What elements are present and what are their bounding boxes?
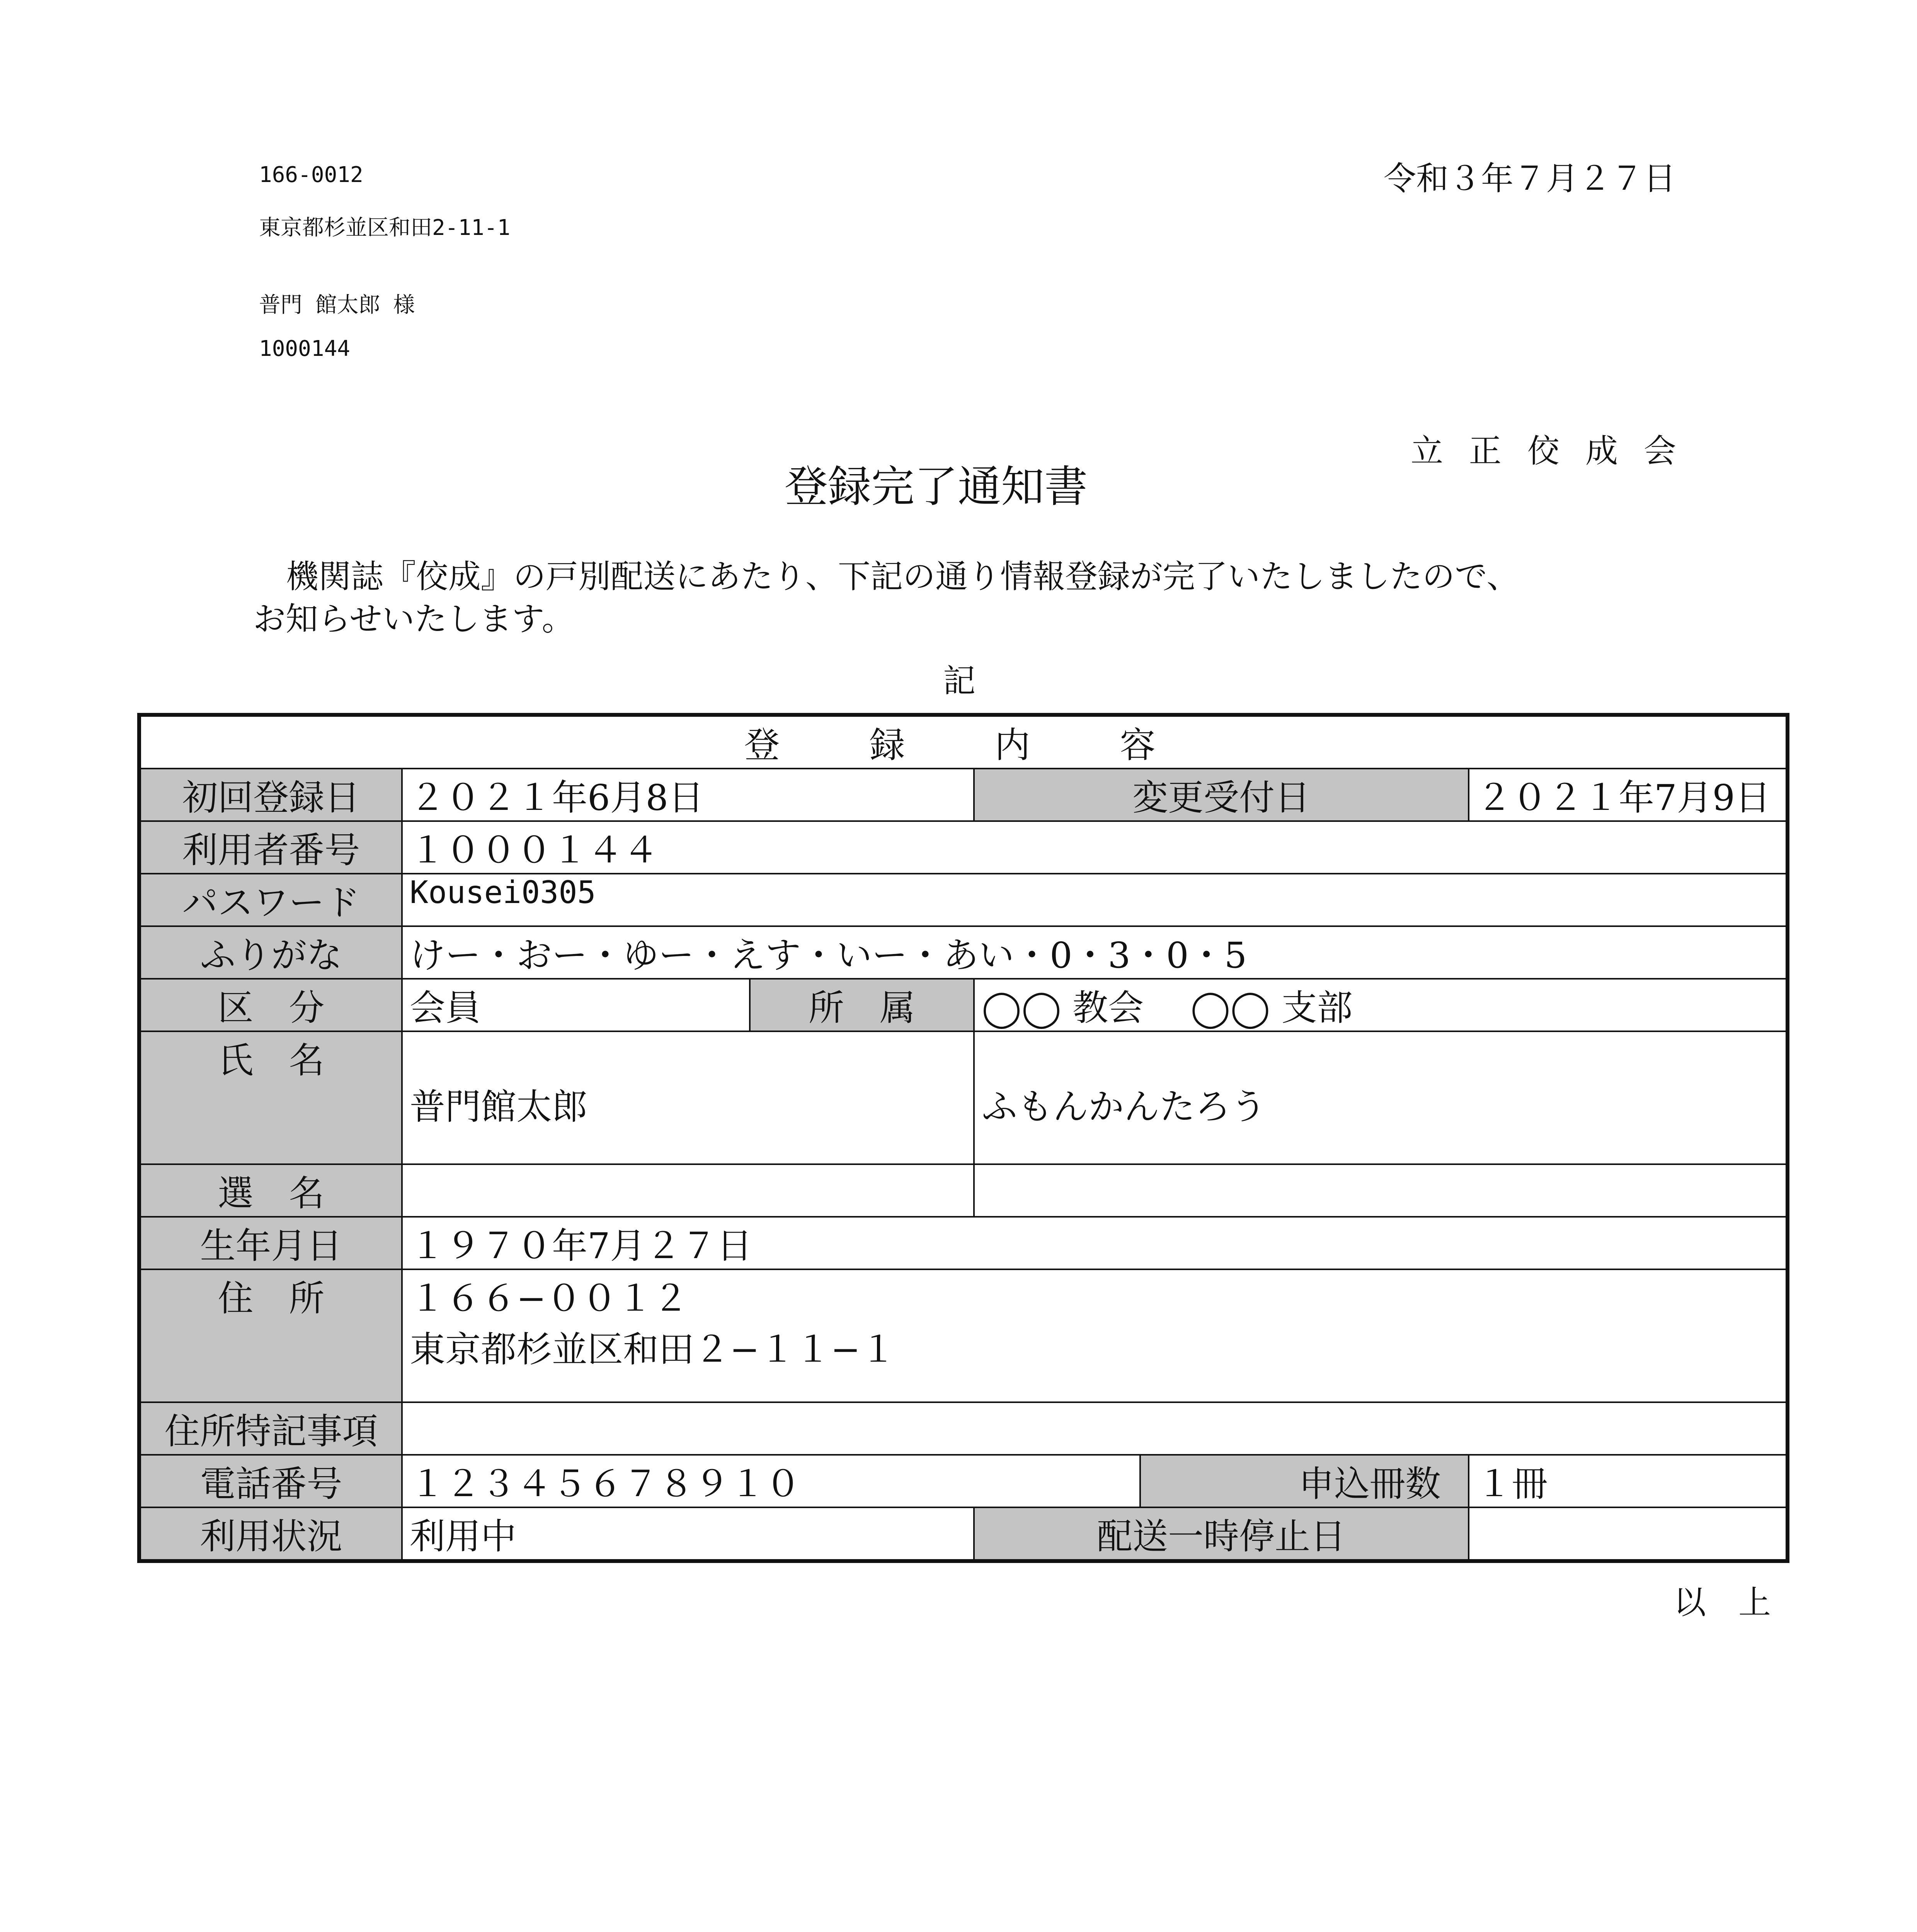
first-reg-value: ２０２１年6月8日	[402, 769, 974, 821]
category-label: 区 分	[139, 979, 402, 1031]
phone-label: 電話番号	[139, 1455, 402, 1507]
recipient-name: 普門 館太郎 様	[259, 293, 415, 318]
intro-line-2: お知らせいたします。	[253, 600, 574, 638]
category-value: 会員	[402, 979, 750, 1031]
address-value	[402, 1269, 1788, 1402]
furigana-label: ふりがな	[139, 926, 402, 979]
address-street: 東京都杉並区和田２−１１−１	[410, 1329, 896, 1370]
birth-value: １９７０年7月２７日	[402, 1217, 1788, 1269]
user-no-label: 利用者番号	[139, 821, 402, 874]
password-label: パスワード	[139, 874, 402, 926]
registration-table	[137, 713, 1789, 1563]
change-value: ２０２１年7月9日	[1469, 769, 1788, 821]
affiliation-label: 所 属	[750, 979, 974, 1031]
user-no-value: １０００１４４	[402, 821, 1788, 874]
copies-value: １冊	[1469, 1455, 1788, 1507]
phone-value: １２３４５６７８９１０	[402, 1455, 1140, 1507]
status-value: 利用中	[402, 1507, 974, 1561]
postal-code: 166-0012	[259, 162, 363, 187]
address-label: 住 所	[139, 1269, 402, 1402]
senmei-label: 選 名	[139, 1164, 402, 1217]
recipient-address: 東京都杉並区和田2-11-1	[259, 215, 511, 240]
issue-date: 令和３年７月２７日	[1384, 160, 1676, 197]
name-kana-value: ふもんかんたろう	[974, 1031, 1788, 1164]
furigana-value: けー・おー・ゆー・えす・いー・あい・0・3・0・5	[402, 926, 1788, 979]
senmei-kana-value	[974, 1164, 1788, 1217]
name-value: 普門館太郎	[402, 1031, 974, 1164]
senmei-value	[402, 1164, 974, 1217]
recipient-user-id: 1000144	[259, 336, 351, 361]
copies-label: 申込冊数	[1140, 1455, 1469, 1507]
document-title: 登録完了通知書	[785, 462, 1088, 512]
affiliation-value: ◯◯ 教会 ◯◯ 支部	[974, 979, 1788, 1031]
status-label: 利用状況	[139, 1507, 402, 1561]
pause-label: 配送一時停止日	[974, 1507, 1469, 1561]
address-note-value	[402, 1402, 1788, 1455]
pause-value	[1469, 1507, 1788, 1561]
change-label: 変更受付日	[974, 769, 1469, 821]
issuer-name: 立 正 佼 成 会	[1411, 432, 1684, 470]
ijou-mark: 以 上	[1674, 1583, 1771, 1621]
birth-label: 生年月日	[139, 1217, 402, 1269]
address-postal: １６６−００１２	[410, 1278, 689, 1319]
intro-line-1: 機関誌『佼成』の戸別配送にあたり、下記の通り情報登録が完了いたしましたので、	[286, 558, 1519, 595]
table-title: 登 録 内 容	[139, 715, 1788, 769]
name-label: 氏 名	[139, 1031, 402, 1164]
address-note-label: 住所特記事項	[139, 1402, 402, 1455]
first-reg-label: 初回登録日	[139, 769, 402, 821]
password-value: Kousei0305	[402, 874, 1788, 926]
ki-mark: 記	[943, 662, 976, 700]
